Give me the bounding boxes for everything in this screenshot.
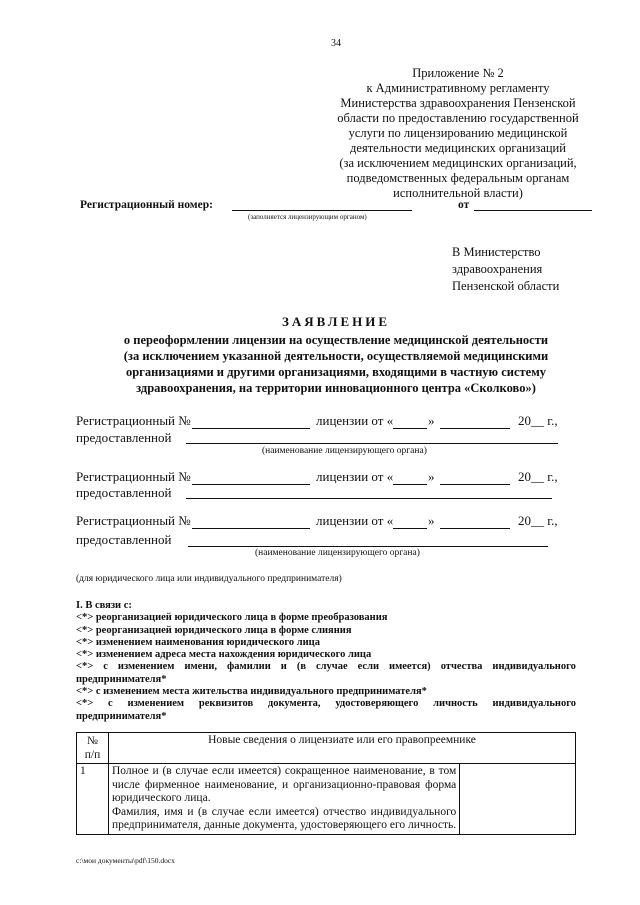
reason-item[interactable]: <*> с изменением места жительства индивидуального предпринимателя* — [76, 686, 427, 698]
reason-item-continuation: предпринимателя* — [76, 710, 167, 722]
header-no-line: п/п — [84, 749, 101, 761]
license-month-field[interactable] — [440, 484, 510, 485]
appendix-line: к Административному регламенту — [366, 81, 550, 95]
recipient-block — [452, 244, 559, 295]
license-provided-label: предоставленной — [76, 485, 172, 500]
recipient-line: В Министерство — [452, 245, 541, 259]
recipient-line: Пензенской области — [452, 279, 560, 293]
table-header-row — [77, 733, 576, 764]
row-number: 1 — [77, 764, 109, 835]
license-reg-number-field[interactable] — [192, 484, 310, 485]
word: изменением — [117, 661, 175, 673]
license-authority-note: (наименование лицензирующего органа) — [262, 446, 427, 456]
word: личность — [433, 698, 478, 710]
table-row — [77, 764, 576, 835]
registration-date-field[interactable] — [474, 210, 592, 211]
appendix-line: подведомственных федеральным органам — [346, 171, 570, 185]
appendix-line: Министерства здравоохранения Пензенской — [340, 96, 576, 110]
page-number: 34 — [331, 38, 341, 49]
appendix-line: деятельности медицинских организаций — [350, 141, 566, 155]
license-month-field[interactable] — [440, 428, 510, 429]
row-description — [108, 764, 459, 835]
reason-item[interactable] — [76, 698, 576, 710]
license-year-label: 20__ г., — [518, 413, 558, 428]
license-authority-note: (наименование лицензирующего органа) — [255, 548, 420, 558]
word: (в — [296, 661, 306, 673]
table-header-number — [77, 733, 109, 764]
section-1-heading: I. В связи с: — [76, 600, 132, 611]
document-subtitle — [60, 332, 612, 396]
registration-date-label: от — [458, 199, 470, 211]
license-authority-field[interactable] — [186, 443, 558, 444]
word: индивидуального — [492, 661, 576, 673]
reason-item[interactable] — [76, 661, 576, 673]
license-reg-number-field[interactable] — [192, 528, 310, 529]
reason-item[interactable]: <*> изменением адреса места нахождения юридического лица — [76, 649, 372, 661]
license-provided-label: предоставленной — [76, 532, 172, 547]
license-authority-field[interactable] — [186, 498, 552, 499]
license-day-field[interactable] — [393, 428, 427, 429]
license-reg-number-field[interactable] — [192, 428, 310, 429]
row-text: Полное и (в случае если имеется) сокращенное наименование, в том числе фирменное наименование, и организационно-правовая форма юридического лица. — [111, 765, 457, 804]
subtitle-line: о переоформлении лицензии на осуществление медицинской деятельности — [123, 333, 549, 347]
license-year-label: 20__ г., — [518, 469, 558, 484]
row-text: Фамилия, имя и (в случае если имеется) отчество индивидуального предпринимателя, данные документа, удостоверяющего его личность. — [111, 805, 457, 831]
word: фамилии — [227, 661, 271, 673]
word: изменением — [127, 698, 185, 710]
table-header-title: Новые сведения о лицензиате или его правопреемнике — [108, 733, 575, 764]
appendix-line: (за исключением медицинских организаций, — [339, 156, 577, 170]
license-day-field[interactable] — [393, 528, 427, 529]
license-reg-label: Регистрационный № — [76, 469, 191, 484]
reason-item[interactable]: <*> реорганизацией юридического лица в форме слияния — [76, 624, 352, 636]
word: имеется) — [389, 661, 431, 673]
word: имени, — [184, 661, 218, 673]
license-provided-label: предоставленной — [76, 430, 172, 445]
license-month-field[interactable] — [440, 528, 510, 529]
word: отчества — [440, 661, 483, 673]
license-quote-close: » — [428, 469, 435, 484]
row-value-cell[interactable] — [460, 764, 576, 835]
file-path-footer: c:\мои документы\pdf\150.docx — [76, 856, 175, 865]
document-title: ЗАЯВЛЕНИЕ — [281, 314, 391, 329]
license-year-label: 20__ г., — [518, 513, 558, 528]
subtitle-line: организациями и другими организациями, входящими в частную систему — [125, 365, 546, 379]
appendix-line: услуги по лицензированию медицинской — [348, 126, 568, 140]
reason-item-continuation: предпринимателя* — [76, 673, 167, 685]
word: с — [108, 698, 113, 710]
recipient-line: здравоохранения — [452, 262, 543, 276]
appendix-line: Приложение № 2 — [412, 66, 504, 80]
license-day-field[interactable] — [393, 484, 427, 485]
word: <*> — [76, 661, 94, 673]
reason-item[interactable]: <*> изменением наименования юридического лица — [76, 636, 320, 648]
license-quote-close: » — [428, 413, 435, 428]
word: с — [103, 661, 108, 673]
license-reg-label: Регистрационный № — [76, 413, 191, 428]
subtitle-line: (за исключением указанной деятельности, осуществляемой медицинскими — [123, 349, 549, 363]
word: реквизитов — [198, 698, 254, 710]
appendix-line: области по предоставлению государственной — [337, 111, 579, 125]
licensee-info-table — [76, 732, 576, 835]
license-reg-label: Регистрационный № — [76, 513, 191, 528]
registration-number-note: (заполняется лицензирующим органом) — [248, 213, 367, 221]
word: документа, — [267, 698, 321, 710]
license-from-label: лицензии от « — [316, 413, 394, 428]
registration-number-label: Регистрационный номер: — [80, 199, 213, 211]
header-no-line: № — [86, 735, 98, 747]
appendix-line: исполнительной власти) — [393, 186, 523, 200]
license-quote-close: » — [428, 513, 435, 528]
word: случае — [316, 661, 348, 673]
word: <*> — [76, 698, 94, 710]
appendix-header — [318, 66, 598, 201]
subtitle-line: здравоохранения, на территории инновационного центра «Сколково») — [136, 381, 536, 395]
word: удостоверяющего — [335, 698, 419, 710]
applicant-type-note: (для юридического лица или индивидуального предпринимателя) — [76, 574, 342, 584]
word: индивидуального — [492, 698, 576, 710]
word: и — [280, 661, 287, 673]
reason-item[interactable]: <*> реорганизацией юридического лица в форме преобразования — [76, 612, 388, 624]
license-authority-field[interactable] — [188, 546, 548, 547]
license-from-label: лицензии от « — [316, 469, 394, 484]
license-from-label: лицензии от « — [316, 513, 394, 528]
word: если — [357, 661, 380, 673]
registration-number-field[interactable] — [232, 210, 412, 211]
section-1 — [76, 600, 576, 723]
